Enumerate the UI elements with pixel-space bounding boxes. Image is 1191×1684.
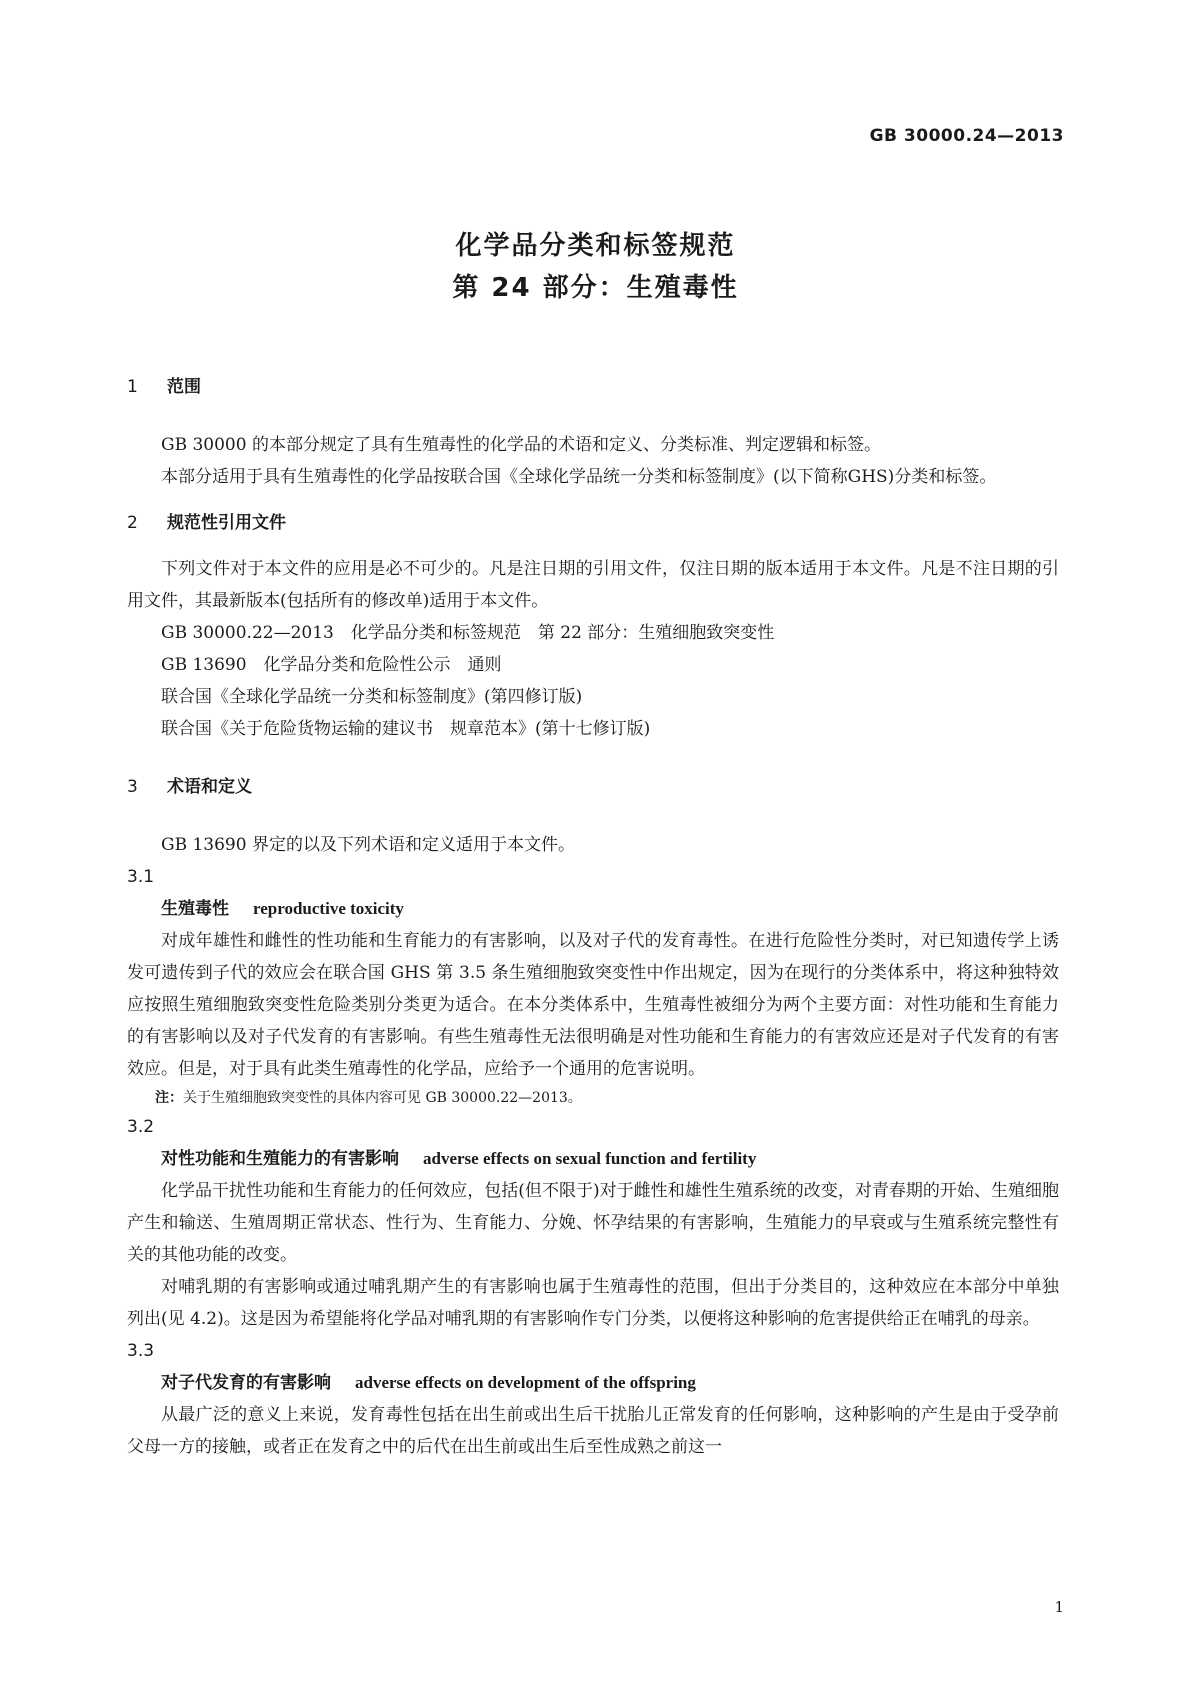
paragraph: 本部分适用于具有生殖毒性的化学品按联合国《全球化学品统一分类和标签制度》(以下简称GHS)分类和标签。 — [161, 467, 997, 487]
standard-code: GB 30000.24—2013 — [869, 126, 1064, 146]
term-chinese: 对性功能和生殖能力的有害影响 — [161, 1149, 399, 1169]
term-english: adverse effects on sexual function and fertility — [423, 1149, 757, 1168]
paragraph: GB 13690 界定的以及下列术语和定义适用于本文件。 — [161, 835, 575, 855]
section-title: 规范性引用文件 — [167, 513, 286, 533]
term-english: adverse effects on development of the offspring — [355, 1373, 696, 1392]
note-text: 关于生殖细胞致突变性的具体内容可见 GB 30000.22—2013。 — [183, 1090, 582, 1106]
term-entry — [127, 1367, 1059, 1399]
document-title — [0, 225, 1191, 309]
paragraph: GB 30000 的本部分规定了具有生殖毒性的化学品的术语和定义、分类标准、判定逻辑和标签。 — [161, 435, 881, 455]
term-entry — [127, 1143, 1059, 1175]
normative-reference: GB 30000.22—2013 化学品分类和标签规范 第 22 部分：生殖细胞致突变性 — [161, 623, 775, 643]
term-definition: 对哺乳期的有害影响或通过哺乳期产生的有害影响也属于生殖毒性的范围，但出于分类目的，这种效应在本部分中单独列出(见 4.2)。这是因为希望能将化学品对哺乳期的有害影响作专门分类，以便将这种影响的危害提供给正在哺乳的母亲。 — [127, 1277, 1059, 1329]
title-line-2: 第 24 部分：生殖毒性 — [452, 273, 739, 303]
document-body — [127, 371, 1059, 1463]
term-entry — [127, 893, 1059, 925]
term-definition: 从最广泛的意义上来说，发育毒性包括在出生前或出生后干扰胎儿正常发育的任何影响，这种影响的产生是由于受孕前父母一方的接触，或者正在发育之中的后代在出生前或出生后至性成熟之前这一 — [127, 1405, 1059, 1457]
section-number: 2 — [127, 513, 138, 533]
paragraph: 下列文件对于本文件的应用是必不可少的。凡是注日期的引用文件，仅注日期的版本适用于本文件。凡是不注日期的引用文件，其最新版本(包括所有的修改单)适用于本文件。 — [127, 559, 1059, 611]
normative-reference: 联合国《全球化学品统一分类和标签制度》(第四修订版) — [161, 687, 583, 707]
page-number: 1 — [1054, 1598, 1064, 1616]
section-title: 范围 — [167, 377, 201, 397]
normative-reference: GB 13690 化学品分类和危险性公示 通则 — [161, 655, 502, 675]
section-2-heading — [127, 507, 1059, 539]
note-label: 注： — [155, 1090, 183, 1106]
note — [127, 1085, 1059, 1111]
normative-reference: 联合国《关于危险货物运输的建议书 规章范本》(第十七修订版) — [161, 719, 651, 739]
term-number: 3.3 — [127, 1341, 155, 1361]
title-line-1: 化学品分类和标签规范 — [455, 231, 736, 261]
term-chinese: 生殖毒性 — [161, 899, 229, 919]
term-english: reproductive toxicity — [253, 899, 404, 918]
section-3-heading — [127, 771, 1059, 803]
term-definition: 化学品干扰性功能和生育能力的任何效应，包括(但不限于)对于雌性和雄性生殖系统的改变，对青春期的开始、生殖细胞产生和输送、生殖周期正常状态、性行为、生育能力、分娩、怀孕结果的有害影响，生殖能力的早衰或与生殖系统完整性有关的其他功能的改变。 — [127, 1181, 1059, 1265]
term-number: 3.1 — [127, 867, 155, 887]
section-number: 1 — [127, 377, 138, 397]
term-definition: 对成年雄性和雌性的性功能和生育能力的有害影响，以及对子代的发育毒性。在进行危险性分类时，对已知遗传学上诱发可遗传到子代的效应会在联合国 GHS 第 3.5 条生殖细胞致突变性中作出规定，因为在现行的分类体系中，将这种独特效应按照生殖细胞致突变性危险类别分类更为适合。在本分类体系中，生殖毒性被细分为两个主要方面：对性功能和生育能力的有害影响以及对子代发育的有害影响。有些生殖毒性无法很明确是对性功能和生育能力的有害效应还是对子代发育的有害效应。但是，对于具有此类生殖毒性的化学品，应给予一个通用的危害说明。 — [127, 931, 1059, 1079]
term-chinese: 对子代发育的有害影响 — [161, 1373, 331, 1393]
section-title: 术语和定义 — [167, 777, 252, 797]
term-number: 3.2 — [127, 1117, 155, 1137]
section-number: 3 — [127, 777, 138, 797]
section-1-heading — [127, 371, 1059, 403]
